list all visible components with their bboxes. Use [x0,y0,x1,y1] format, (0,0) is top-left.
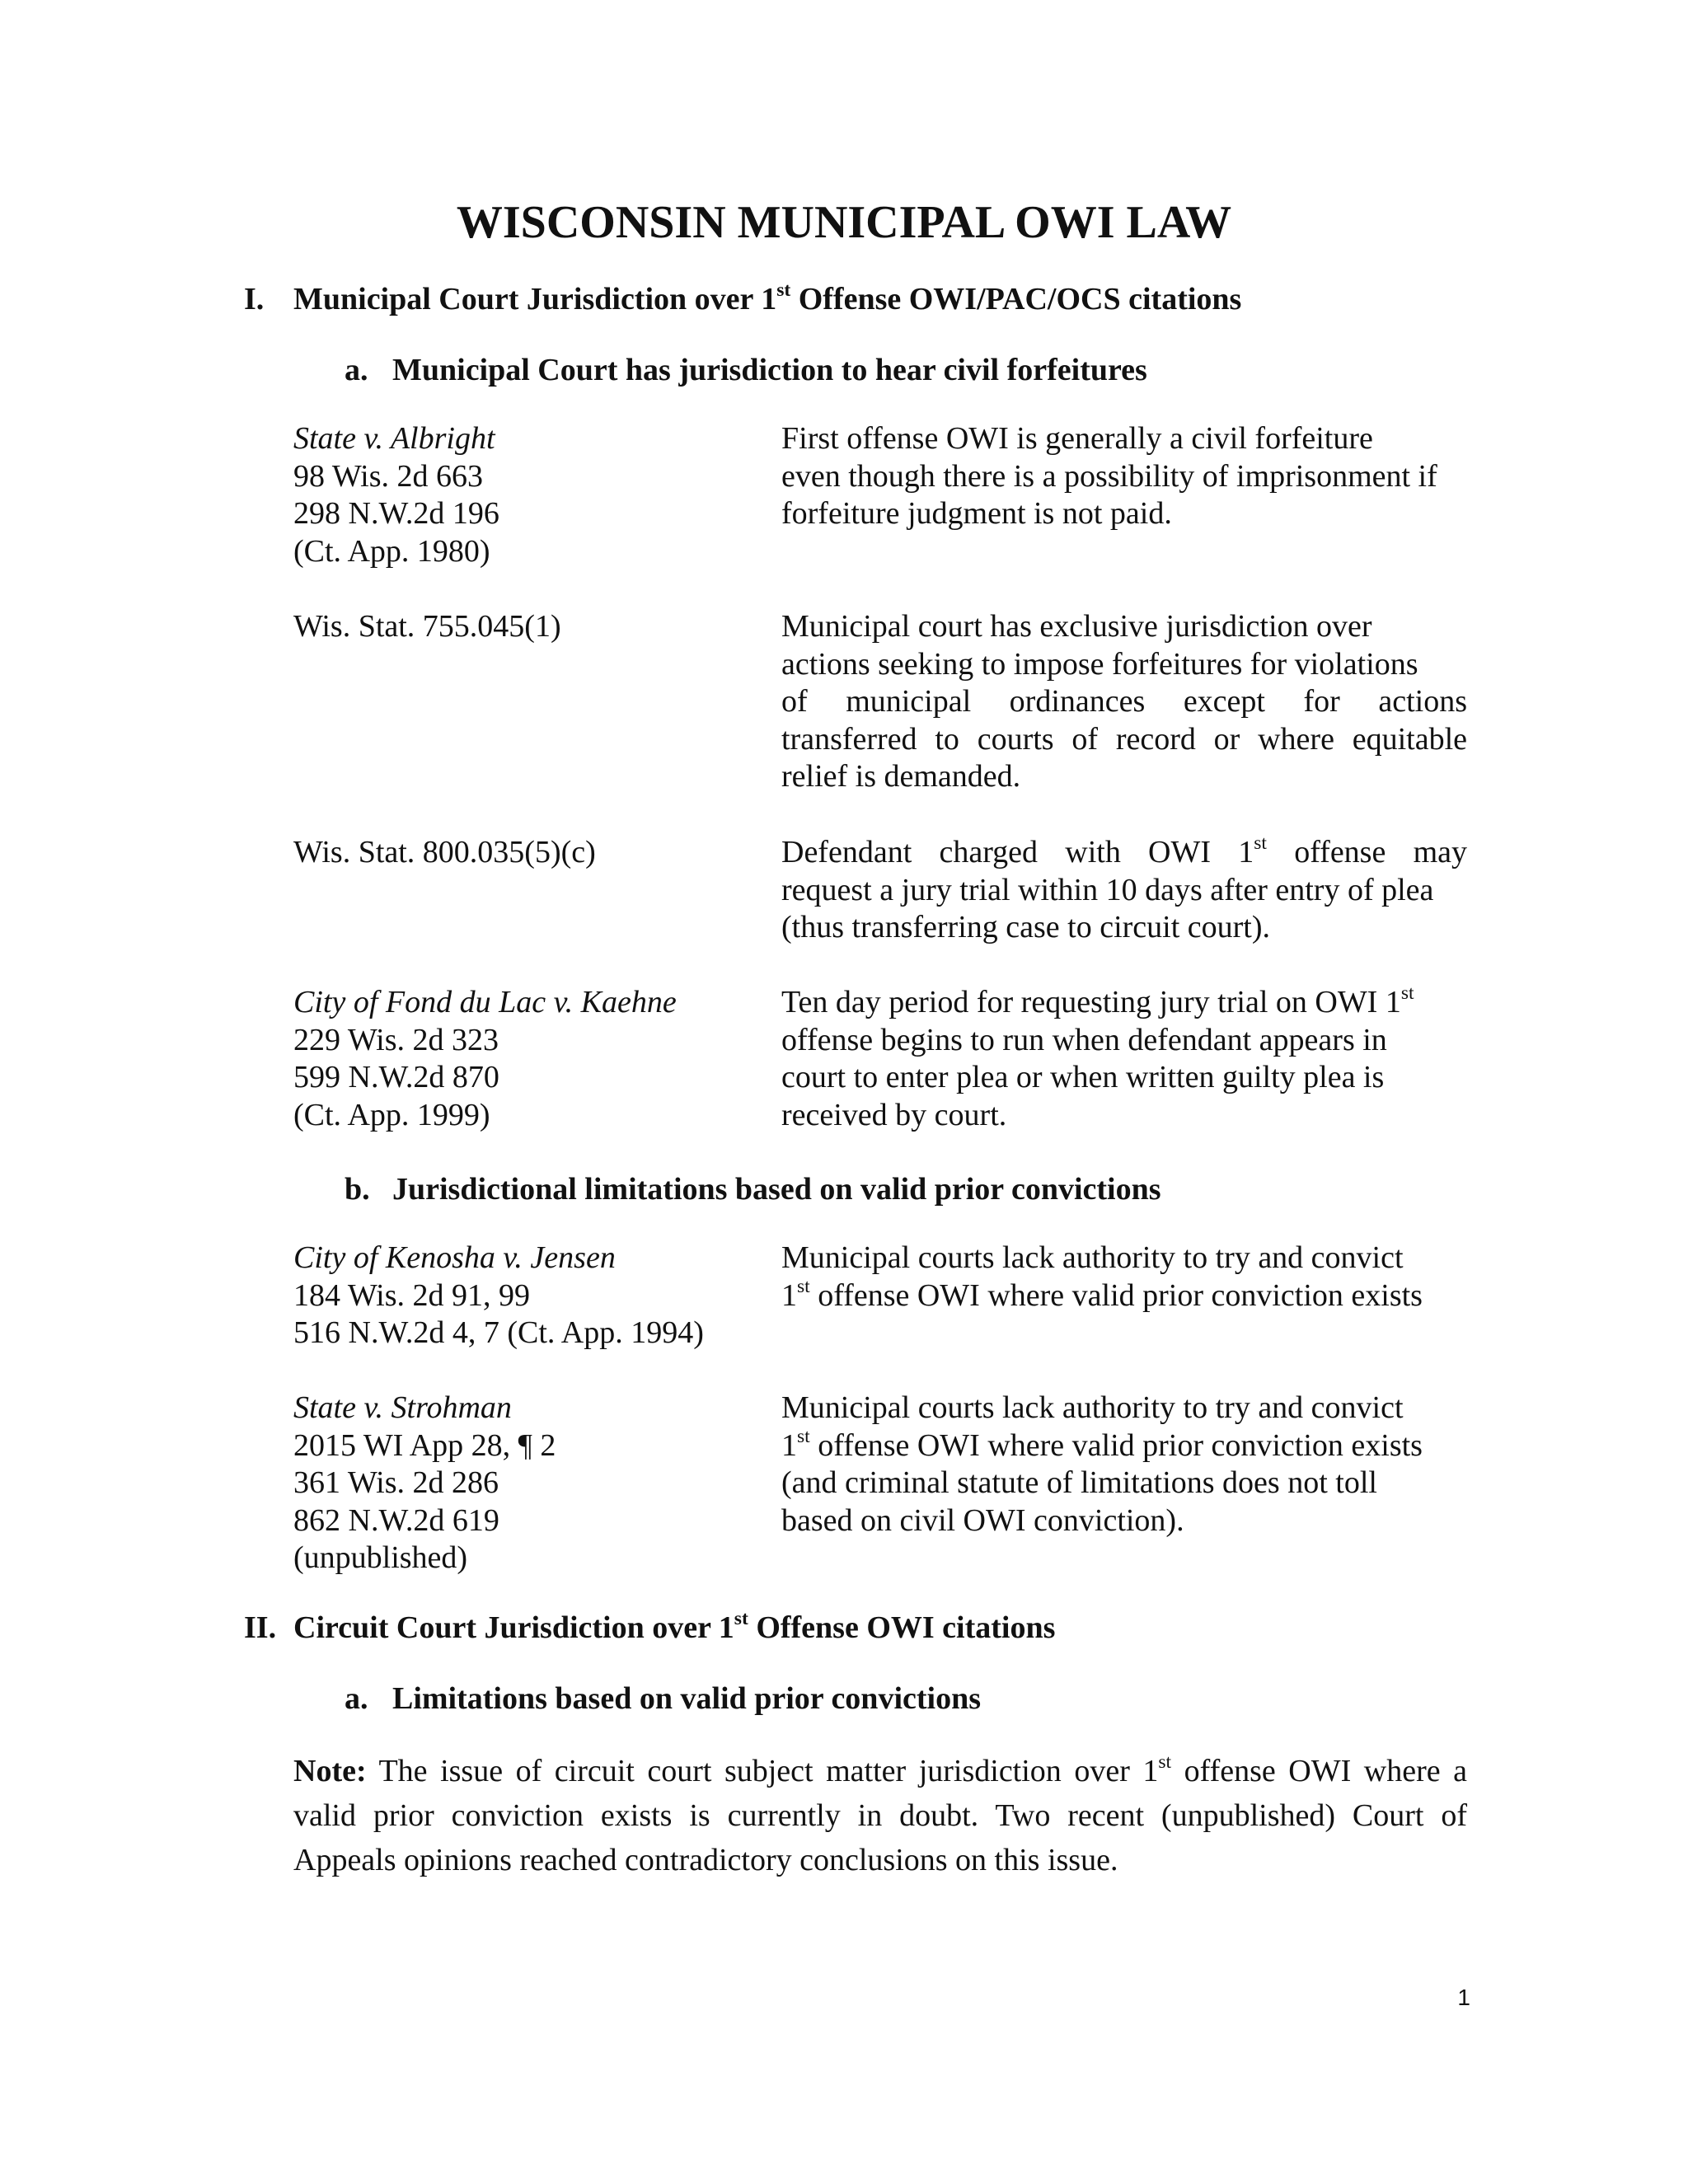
description-line: Defendant charged with OWI 1st offense may [781,832,1467,869]
note-label: Note: [293,1754,367,1788]
case-name: State v. Strohman [293,1390,512,1425]
description-line: received by court. [781,1097,1007,1132]
description-line: relief is demanded. [781,759,1021,794]
description-line: Municipal courts lack authority to try and convict [781,1240,1404,1275]
subsection-heading-1b [345,1170,1498,1208]
description-line: based on civil OWI conviction). [781,1502,1184,1538]
note-line: Appeals opinions reached contradictory conclusions on this issue. [293,1843,1118,1877]
citation [293,1240,755,1352]
description-line: offense begins to run when defendant appears in [781,1022,1387,1057]
section-numeral: II. [244,1610,277,1645]
description-line: Ten day period for requesting jury trial on OWI 1st [781,982,1414,1019]
holding-description [781,1390,1467,1540]
subsection-title: Municipal Court has jurisdiction to hear civil forfeitures [392,353,1147,387]
subsection-heading-2a [345,1680,1498,1718]
description-line: (and criminal statute of limitations does not toll [781,1465,1377,1501]
note-line: Note: The issue of circuit court subject matter jurisdiction over 1st offense OWI where a [293,1751,1467,1788]
description-line: 1st offense OWI where valid prior conviction exists [781,1425,1423,1463]
subsection-letter: a. [345,353,368,387]
statute-citation: Wis. Stat. 755.045(1) [293,609,561,644]
section-title: Municipal Court Jurisdiction over 1st Offense OWI/PAC/OCS citations [293,279,1242,316]
description-line: actions seeking to impose forfeitures for violations [781,646,1418,682]
citation-line: 516 N.W.2d 4, 7 (Ct. App. 1994) [293,1315,704,1351]
note-line: valid prior conviction exists is currently in doubt. Two recent (unpublished) Court of [293,1798,1467,1833]
description-line: even though there is a possibility of imprisonment if [781,458,1437,494]
citation-line: (Ct. App. 1999) [293,1097,490,1132]
citation-line: 98 Wis. 2d 663 [293,458,484,494]
holding-description [781,984,1467,1134]
subsection-heading-1a [345,351,1498,389]
case-name: State v. Albright [293,421,495,456]
case-name: City of Fond du Lac v. Kaehne [293,985,677,1019]
citation-line: 2015 WI App 28, ¶ 2 [293,1427,556,1463]
subsection-letter: a. [345,1681,368,1716]
citation-line: (Ct. App. 1980) [293,533,490,569]
citation [293,984,755,1134]
citation-line: (unpublished) [293,1540,468,1576]
citation [293,834,755,872]
subsection-letter: b. [345,1172,370,1207]
citation-line: 862 N.W.2d 619 [293,1502,499,1538]
description-line: Municipal courts lack authority to try and convict [781,1390,1404,1425]
citation-line: 184 Wis. 2d 91, 99 [293,1277,531,1313]
subsection-title: Limitations based on valid prior convictions [392,1681,982,1716]
citation-line: 599 N.W.2d 870 [293,1060,499,1095]
citation-line: 298 N.W.2d 196 [293,496,499,532]
citation-line: 361 Wis. 2d 286 [293,1465,499,1501]
document-title: WISCONSIN MUNICIPAL OWI LAW [456,197,1232,248]
section-numeral: I. [244,282,265,316]
section-title: Circuit Court Jurisdiction over 1st Offense OWI citations [293,1608,1056,1645]
citation [293,608,755,646]
citation-line: 229 Wis. 2d 323 [293,1022,499,1057]
citation [293,420,755,570]
holding-description [781,1240,1467,1315]
description-line: forfeiture judgment is not paid. [781,496,1172,532]
description-line: First offense OWI is generally a civil forfeiture [781,421,1373,456]
subsection-title: Jurisdictional limitations based on valid prior convictions [392,1172,1161,1207]
description-line: Municipal court has exclusive jurisdiction over [781,609,1372,644]
description-line: transferred to courts of record or where equitable [781,721,1467,757]
holding-description [781,608,1467,796]
holding-description [781,834,1467,947]
description-line: 1st offense OWI where valid prior conviction exists [781,1275,1423,1313]
holding-description [781,420,1467,533]
note-paragraph [293,1749,1467,1882]
case-name: City of Kenosha v. Jensen [293,1240,616,1275]
description-line: (thus transferring case to circuit court). [781,910,1270,945]
description-line: request a jury trial within 10 days after entry of plea [781,872,1434,907]
statute-citation: Wis. Stat. 800.035(5)(c) [293,835,596,869]
description-line: of municipal ordinances except for actions [781,684,1467,719]
citation [293,1390,755,1577]
description-line: court to enter plea or when written guilty plea is [781,1060,1385,1095]
page-number: 1 [1457,1985,1470,2010]
